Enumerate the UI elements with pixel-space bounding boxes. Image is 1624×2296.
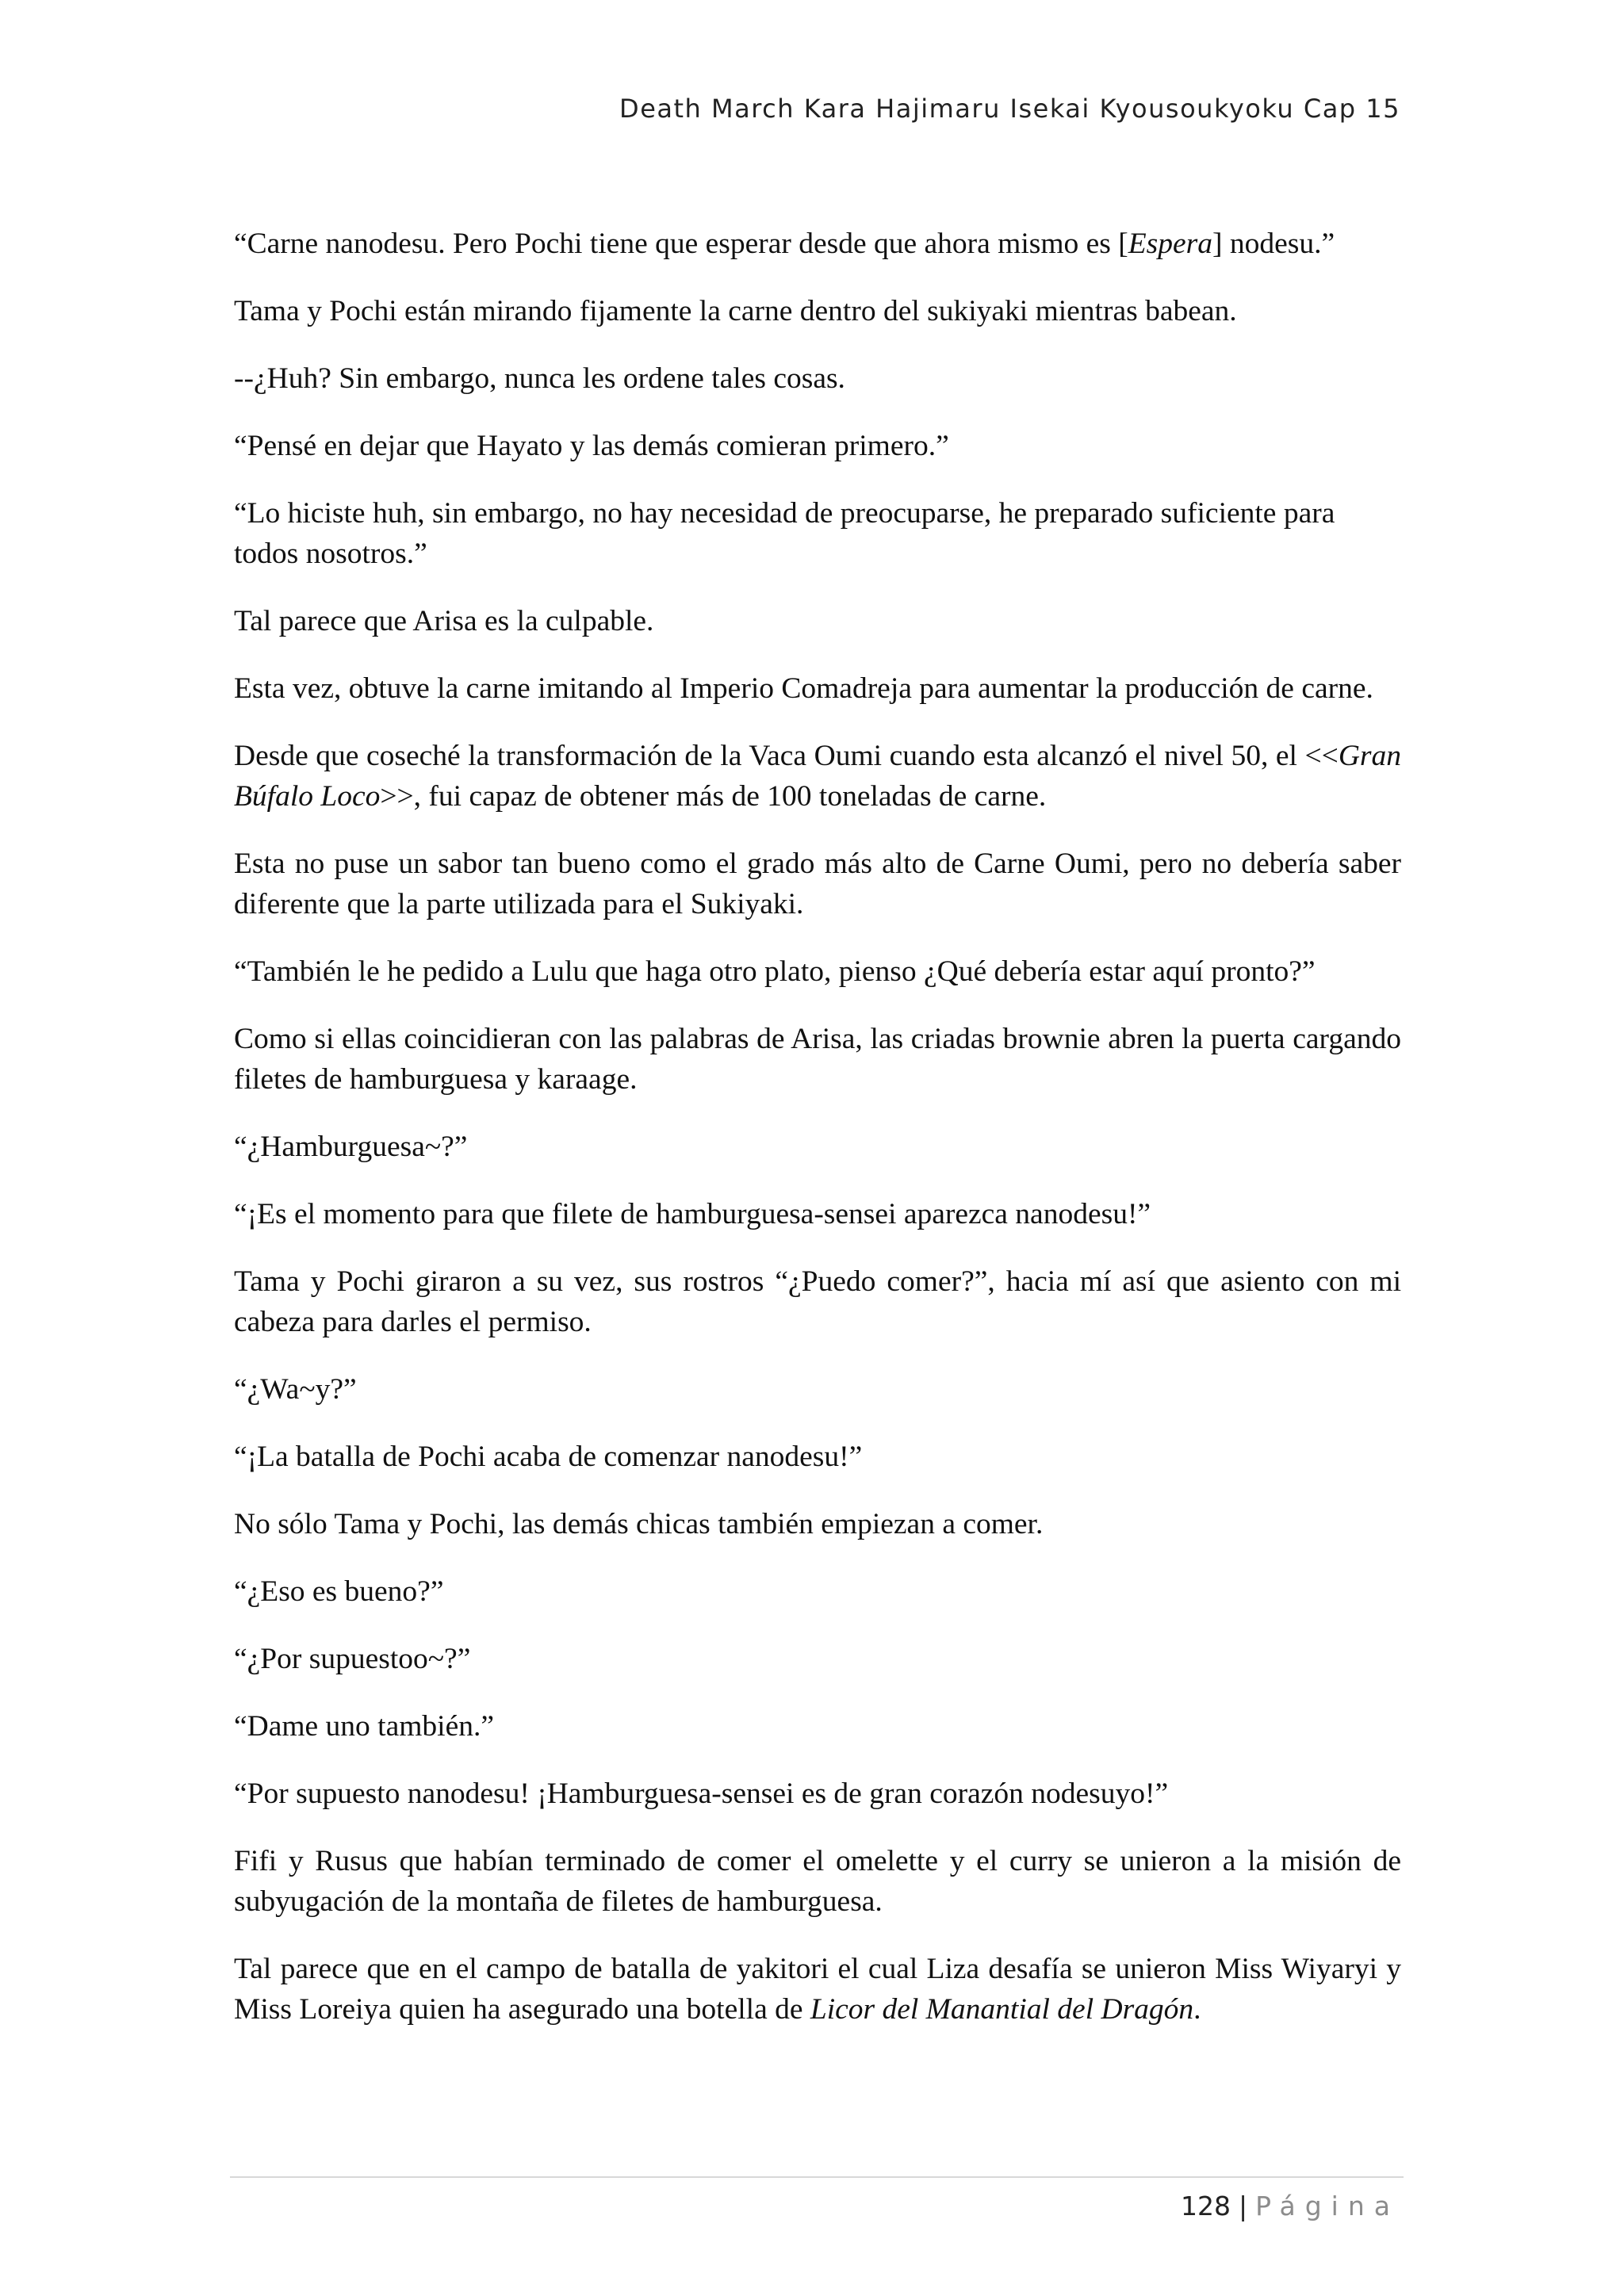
paragraph-15: “¿Wa~y?”: [234, 1373, 357, 1406]
paragraph-7: Esta vez, obtuve la carne imitando al Imperio Comadreja para aumentar la producción de carne.: [234, 672, 1373, 705]
paragraph-4: “Pensé en dejar que Hayato y las demás comieran primero.”: [234, 430, 949, 462]
paragraph-12: “¿Hamburguesa~?”: [234, 1131, 468, 1163]
paragraph-3: --¿Huh? Sin embargo, nunca les ordene tales cosas.: [234, 362, 845, 395]
paragraph-20: “Dame uno también.”: [234, 1710, 494, 1743]
paragraph-10: “También le he pedido a Lulu que haga otro plato, pienso ¿Qué debería estar aquí pronto?”: [234, 955, 1316, 988]
paragraph-16: “¡La batalla de Pochi acaba de comenzar nanodesu!”: [234, 1441, 863, 1473]
paragraph-13: “¡Es el momento para que filete de hamburguesa-sensei aparezca nanodesu!”: [234, 1198, 1151, 1230]
paragraph-2: Tama y Pochi están mirando fijamente la carne dentro del sukiyaki mientras babean.: [234, 295, 1237, 327]
paragraph-19: “¿Por supuestoo~?”: [234, 1643, 471, 1675]
paragraph-9: Esta no puse un sabor tan bueno como el grado más alto de Carne Oumi, pero no debería saber diferente que la parte utilizada para el Sukiyaki.: [234, 848, 1401, 920]
footer-separator: |: [1238, 2191, 1248, 2221]
page-footer: [1181, 2191, 1400, 2221]
paragraph-1: “Carne nanodesu. Pero Pochi tiene que esperar desde que ahora mismo es [Espera] nodesu.”: [234, 228, 1335, 260]
body-text: [234, 224, 1401, 2057]
running-header: Death March Kara Hajimaru Isekai Kyousoukyoku Cap 15: [619, 94, 1400, 124]
paragraph-8: Desde que coseché la transformación de la Vaca Oumi cuando esta alcanzó el nivel 50, el <<Gran Búfalo Loco>>, fui capaz de obtener más de 100 toneladas de carne.: [234, 740, 1401, 813]
paragraph-22: Fifi y Rusus que habían terminado de comer el omelette y el curry se unieron a la misión de subyugación de la montaña de filetes de hamburguesa.: [234, 1845, 1401, 1918]
paragraph-23: Tal parece que en el campo de batalla de yakitori el cual Liza desafía se unieron Miss Wiyaryi y Miss Loreiya quien ha asegurado una botella de Licor del Manantial del Dragón.: [234, 1953, 1401, 2026]
paragraph-5: “Lo hiciste huh, sin embargo, no hay necesidad de preocuparse, he preparado suficiente para todos nosotros.”: [234, 497, 1335, 570]
footer-divider: [230, 2176, 1404, 2178]
page-number: 128: [1180, 2191, 1231, 2221]
paragraph-14: Tama y Pochi giraron a su vez, sus rostros “¿Puedo comer?”, hacia mí así que asiento con mi cabeza para darles el permiso.: [234, 1265, 1401, 1338]
paragraph-11: Como si ellas coincidieran con las palabras de Arisa, las criadas brownie abren la puerta cargando filetes de hamburguesa y karaage.: [234, 1023, 1401, 1096]
paragraph-18: “¿Eso es bueno?”: [234, 1575, 444, 1608]
page-label: Página: [1255, 2191, 1400, 2221]
paragraph-21: “Por supuesto nanodesu! ¡Hamburguesa-sensei es de gran corazón nodesuyo!”: [234, 1777, 1169, 1810]
paragraph-6: Tal parece que Arisa es la culpable.: [234, 605, 654, 637]
paragraph-17: No sólo Tama y Pochi, las demás chicas también empiezan a comer.: [234, 1508, 1044, 1540]
